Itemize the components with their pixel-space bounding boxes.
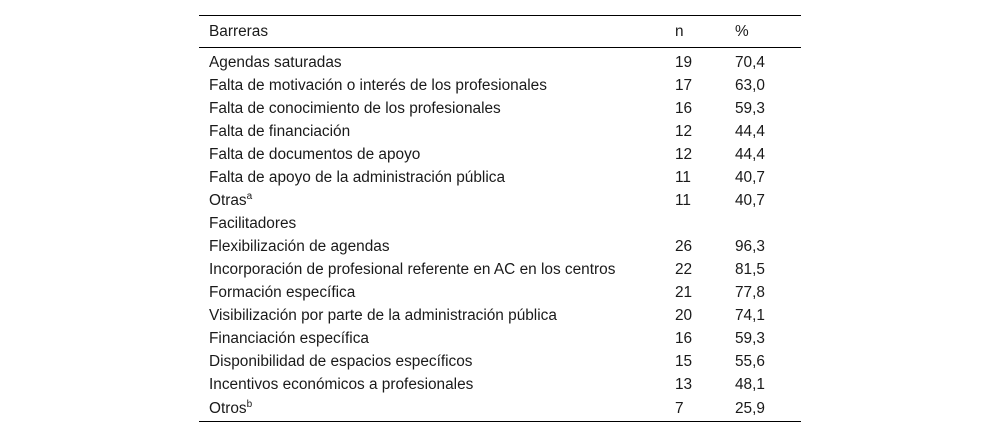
row-label-cell	[199, 212, 665, 235]
row-label: Financiación específica	[209, 329, 369, 347]
row-label-cell	[199, 396, 665, 422]
table-row	[199, 350, 801, 373]
row-label-cell	[199, 350, 665, 373]
row-n-value: 19	[675, 53, 693, 71]
barriers-facilitators-table-container	[199, 15, 801, 422]
row-label-cell	[199, 97, 665, 120]
table-row	[199, 258, 801, 281]
row-n-value: 16	[675, 99, 693, 117]
row-percent-value: 40,7	[735, 168, 765, 186]
header-percent: %	[725, 16, 801, 48]
row-n-value: 7	[665, 396, 725, 422]
table-row	[199, 304, 801, 327]
row-n-value: 17	[675, 76, 693, 94]
row-label-cell	[199, 235, 665, 258]
row-label-cell	[199, 258, 665, 281]
row-label-cell	[199, 304, 665, 327]
row-label: Falta de motivación o interés de los profesionales	[209, 76, 547, 94]
row-label-cell	[199, 74, 665, 97]
row-percent-value: 48,1	[735, 375, 765, 393]
row-n-value: 26	[675, 237, 693, 255]
row-n-value: 12	[675, 122, 693, 140]
table-row	[199, 97, 801, 120]
row-percent-value: 81,5	[735, 260, 765, 278]
row-percent-value	[725, 212, 801, 235]
row-n-value: 11	[675, 191, 691, 209]
table-header	[199, 16, 801, 48]
row-label: Otros	[209, 399, 247, 417]
row-label-cell	[199, 48, 665, 75]
row-n-value: 15	[675, 352, 693, 370]
table-row	[199, 74, 801, 97]
row-label: Flexibilización de agendas	[209, 237, 390, 255]
row-n-value: 21	[675, 283, 693, 301]
row-percent-value: 40,7	[735, 191, 765, 209]
row-percent-value: 59,3	[735, 329, 765, 347]
table-row	[199, 48, 801, 75]
row-label: Incorporación de profesional referente en AC en los centros	[209, 260, 616, 278]
footnote-marker: a	[246, 190, 253, 202]
row-label: Agendas saturadas	[209, 53, 342, 71]
table-row	[199, 373, 801, 396]
row-label: Otras	[209, 191, 247, 209]
row-percent-value: 96,3	[735, 237, 765, 255]
row-percent-value: 70,4	[735, 53, 765, 71]
row-label: Disponibilidad de espacios específicos	[209, 352, 473, 370]
row-n-value: 12	[675, 145, 693, 163]
table-row	[199, 281, 801, 304]
row-n-value: 16	[675, 329, 693, 347]
row-percent-value: 25,9	[725, 396, 801, 422]
row-label-cell	[199, 281, 665, 304]
table-row	[199, 396, 801, 422]
row-label-cell	[199, 189, 665, 212]
table-row	[199, 327, 801, 350]
row-percent-value: 74,1	[735, 306, 765, 324]
header-n: n	[665, 16, 725, 48]
row-n-value: 22	[675, 260, 693, 278]
row-n-value: 11	[675, 168, 691, 186]
table-body	[199, 48, 801, 422]
row-label: Falta de apoyo de la administración pública	[209, 168, 506, 186]
row-percent-value: 77,8	[735, 283, 765, 301]
footnote-marker: b	[246, 398, 253, 410]
row-percent-value: 59,3	[735, 99, 765, 117]
row-label: Incentivos económicos a profesionales	[209, 375, 474, 393]
row-n-value: 13	[675, 375, 693, 393]
header-row	[199, 16, 801, 48]
row-label-cell	[199, 143, 665, 166]
row-label-cell	[199, 120, 665, 143]
row-label-cell	[199, 327, 665, 350]
row-n-value	[665, 212, 725, 235]
row-label: Falta de documentos de apoyo	[209, 145, 421, 163]
row-percent-value: 44,4	[735, 122, 765, 140]
row-label: Falta de conocimiento de los profesionales	[209, 99, 501, 117]
row-label: Formación específica	[209, 283, 356, 301]
table-row	[199, 212, 801, 235]
table-row	[199, 189, 801, 212]
barriers-facilitators-table	[199, 15, 801, 422]
row-percent-value: 63,0	[735, 76, 765, 94]
row-percent-value: 44,4	[735, 145, 765, 163]
table-row	[199, 143, 801, 166]
row-label: Facilitadores	[209, 214, 297, 232]
row-label: Falta de financiación	[209, 122, 351, 140]
table-row	[199, 235, 801, 258]
row-label-cell	[199, 373, 665, 396]
table-row	[199, 166, 801, 189]
row-percent-value: 55,6	[735, 352, 765, 370]
row-label-cell	[199, 166, 665, 189]
row-n-value: 20	[675, 306, 693, 324]
header-barreras: Barreras	[199, 16, 665, 48]
row-label: Visibilización por parte de la administración pública	[209, 306, 557, 324]
table-row	[199, 120, 801, 143]
